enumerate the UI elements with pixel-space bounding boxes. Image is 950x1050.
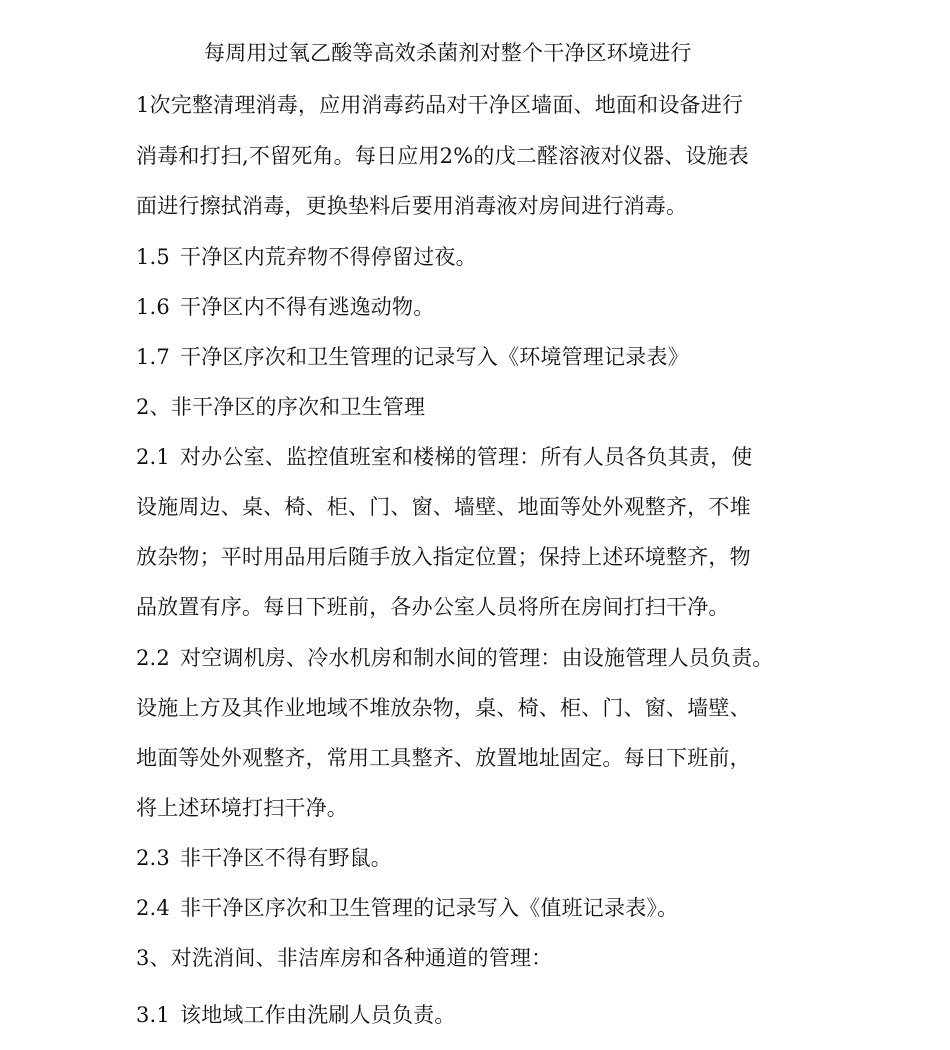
line-text: 设施周边、桌、椅、柜、门、窗、墙壁、地面等处外观整齐，不堆 [136,495,751,519]
item-text: 干净区内不得有逃逸动物。 [180,295,435,319]
text-line [136,493,751,521]
heading-text: 2、非干净区的序次和卫生管理 [136,395,426,419]
item-number: 2.1 [136,445,170,469]
line-text: 消毒和打扫,不留死角。每日应用2%的戊二醛溶液对仪器、设施表 [136,144,749,168]
numbered-item [136,443,752,471]
item-number: 1.5 [136,245,170,269]
line-text: 品放置有序。每日下班前，各办公室人员将所在房间打扫干净。 [136,595,730,619]
item-number: 1.6 [136,295,170,319]
item-number: 2.4 [136,896,170,920]
item-text: 非干净区序次和卫生管理的记录写入《值班记录表》。 [180,896,679,920]
item-number: 3.1 [136,1003,170,1027]
heading-text: 3、对洗消间、非洁库房和各种通道的管理： [136,946,553,970]
numbered-item [136,293,434,321]
numbered-item [136,844,392,872]
line-text: 放杂物；平时用品用后随手放入指定位置；保持上述环境整齐，物 [136,545,751,569]
item-text: 该地域工作由洗刷人员负责。 [180,1003,456,1027]
text-line [136,744,751,772]
item-text: 非干净区不得有野鼠。 [180,846,392,870]
item-text: 对空调机房、冷水机房和制水间的管理：由设施管理人员负责。 [180,646,774,670]
item-text: 对办公室、监控值班室和楼梯的管理：所有人员各负其责，使 [180,445,753,469]
text-line [136,593,730,621]
numbered-item [136,894,678,922]
numbered-item [136,1001,456,1029]
line-text: 地面等处外观整齐，常用工具整齐、放置地址固定。每日下班前， [136,746,751,770]
text-line [136,142,749,170]
line-text: 设施上方及其作业地域不堆放杂物，桌、椅、柜、门、窗、墙壁、 [136,696,751,720]
line-text: 面进行擦拭消毒，更换垫料后要用消毒液对房间进行消毒。 [136,194,688,218]
item-number: 1.7 [136,345,170,369]
item-number: 2.2 [136,646,170,670]
line-text: 每周用过氧乙酸等高效杀菌剂对整个干净区环境进行 [204,41,692,65]
text-line [136,543,751,571]
text-line [204,39,692,67]
section-heading [136,944,552,972]
text-line [136,192,687,220]
text-line [136,794,348,822]
item-text: 干净区内荒弃物不得停留过夜。 [180,245,477,269]
numbered-item [136,644,774,672]
line-text: 1次完整清理消毒，应用消毒药品对干净区墙面、地面和设备进行 [136,93,744,117]
line-text: 将上述环境打扫干净。 [136,796,348,820]
section-heading [136,393,425,421]
text-line [136,91,743,119]
text-line [136,694,751,722]
numbered-item [136,343,689,371]
item-text: 干净区序次和卫生管理的记录写入《环境管理记录表》 [180,345,689,369]
item-number: 2.3 [136,846,170,870]
numbered-item [136,243,477,271]
